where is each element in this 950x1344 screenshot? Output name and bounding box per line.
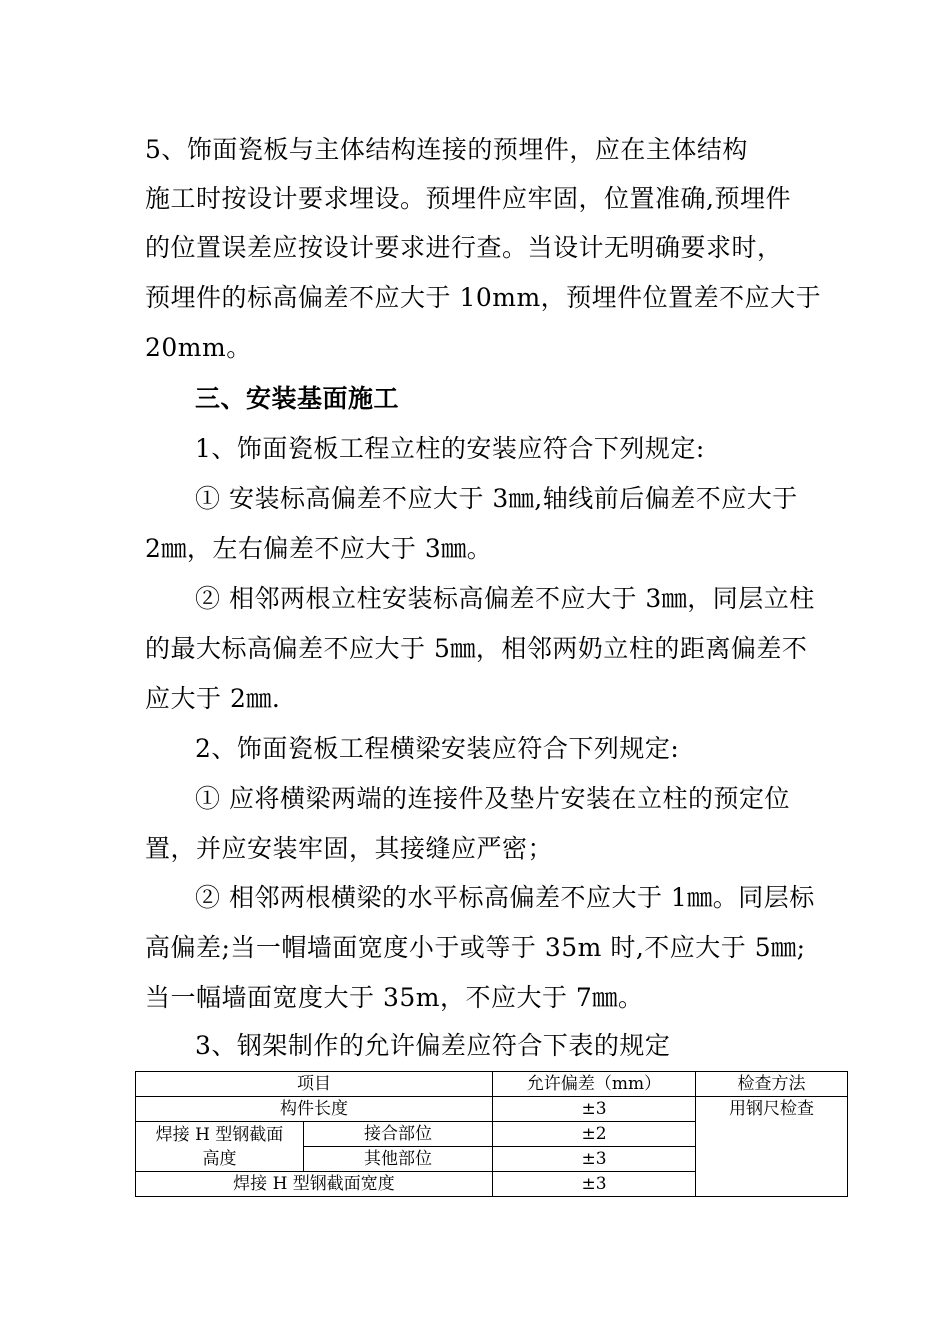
tolerance-table — [135, 1071, 848, 1197]
item-2-b-line-2: 高偏差;当一帽墙面宽度小于或等于 35m 时,不应大于 5㎜; — [145, 933, 806, 962]
item-1-b-line-3: 应大于 2㎜. — [145, 684, 281, 713]
table-row — [136, 1097, 848, 1122]
row-h-steel-width: 焊接 H 型钢截面宽度 — [136, 1172, 493, 1197]
row-joint-part-tolerance: ±2 — [493, 1122, 696, 1147]
item-3-title: 3、钢架制作的允许偏差应符合下表的规定 — [195, 1031, 671, 1060]
row-other-part-tolerance: ±3 — [493, 1147, 696, 1172]
check-method-cell: 用钢尺检查 — [696, 1097, 848, 1197]
paragraph-5-line-3: 的位置误差应按设计要求进行查。当设计无明确要求时， — [145, 233, 783, 262]
header-item: 项目 — [136, 1072, 493, 1097]
item-1-b-line-1: ② 相邻两根立柱安装标高偏差不应大于 3㎜，同层立柱 — [195, 584, 815, 613]
header-tolerance: 允许偏差（mm） — [493, 1072, 696, 1097]
section-heading: 三、安装基面施工 — [195, 384, 400, 413]
row-h-steel-width-tolerance: ±3 — [493, 1172, 696, 1197]
paragraph-5-line-2: 施工时按设计要求埋设。预埋件应牢固，位置准确,预埋件 — [145, 184, 791, 213]
item-2-b-line-1: ② 相邻两根横梁的水平标高偏差不应大于 1㎜。同层标 — [195, 883, 815, 912]
item-1-title: 1、饰面瓷板工程立柱的安装应符合下列规定: — [195, 434, 705, 463]
row-member-length: 构件长度 — [136, 1097, 493, 1122]
paragraph-5-line-4: 预埋件的标高偏差不应大于 10mm，预埋件位置差不应大于 — [145, 283, 822, 312]
row-joint-part: 接合部位 — [304, 1122, 493, 1147]
table-header-row — [136, 1072, 848, 1097]
row-member-length-tolerance: ±3 — [493, 1097, 696, 1122]
row-h-steel-height: 焊接 H 型钢截面高度 — [136, 1122, 304, 1172]
paragraph-5-line-1: 5、饰面瓷板与主体结构连接的预埋件，应在主体结构 — [145, 135, 748, 164]
header-method: 检查方法 — [696, 1072, 848, 1097]
item-1-a-line-1: ① 安装标高偏差不应大于 3㎜,轴线前后偏差不应大于 — [195, 484, 798, 513]
item-2-title: 2、饰面瓷板工程横梁安装应符合下列规定: — [195, 734, 680, 763]
item-1-b-line-2: 的最大标高偏差不应大于 5㎜，相邻两奶立柱的距离偏差不 — [145, 634, 808, 663]
item-1-a-line-2: 2㎜，左右偏差不应大于 3㎜。 — [145, 534, 493, 563]
item-2-b-line-3: 当一幅墙面宽度大于 35m，不应大于 7㎜。 — [145, 983, 644, 1012]
item-2-a-line-2: 置，并应安装牢固，其接缝应严密； — [145, 834, 554, 863]
row-other-part: 其他部位 — [304, 1147, 493, 1172]
item-2-a-line-1: ① 应将横梁两端的连接件及垫片安装在立柱的预定位 — [195, 784, 790, 813]
paragraph-5-line-5: 20mm。 — [145, 333, 252, 362]
